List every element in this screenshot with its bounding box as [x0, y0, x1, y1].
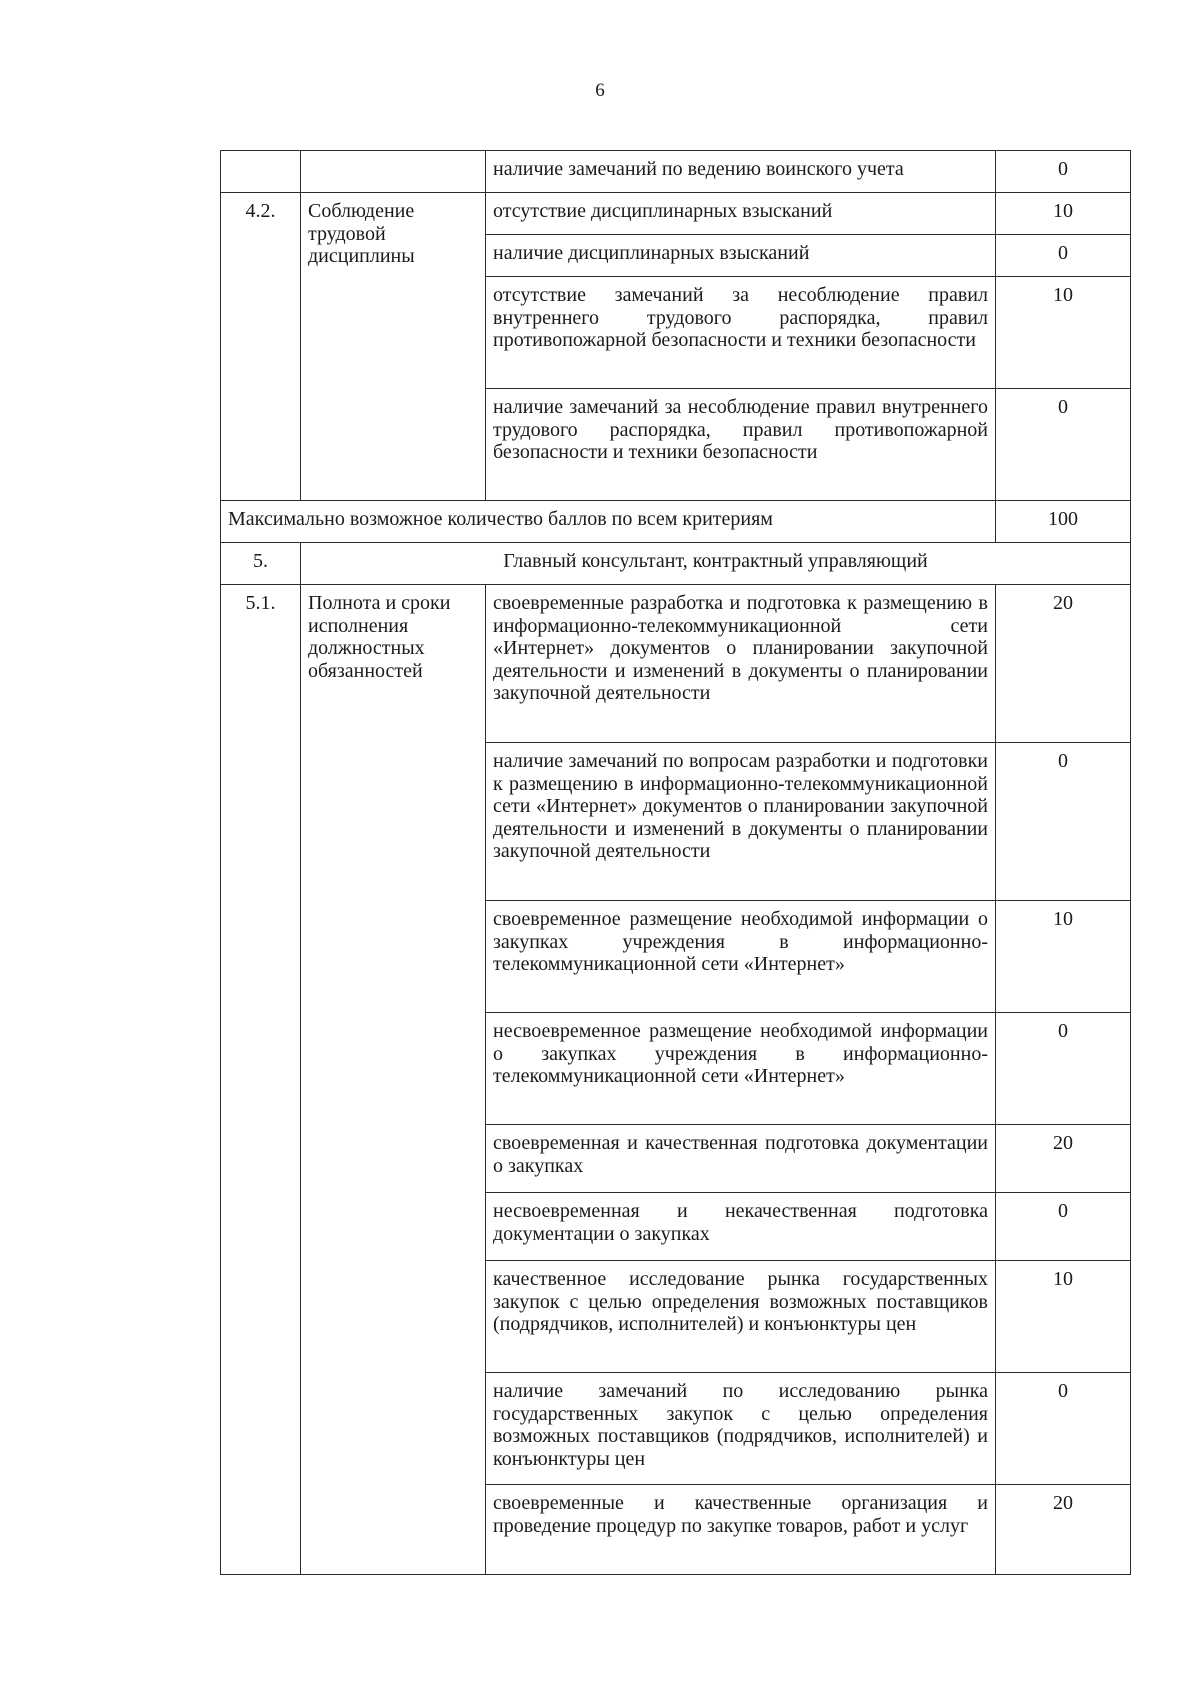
item-description: наличие замечаний за несоблюдение правил внутреннего трудового распорядка, правил противопожарной безопасности и техники безопасности — [486, 389, 996, 501]
item-score: 20 — [996, 1125, 1131, 1193]
max-total-score: 100 — [996, 501, 1131, 543]
criterion-name: Соблюдение трудовой дисциплины — [301, 193, 486, 501]
section-number: 5. — [221, 543, 301, 585]
row-number: 4.2. — [221, 193, 301, 501]
item-score: 0 — [996, 1373, 1131, 1485]
item-score: 0 — [996, 235, 1131, 277]
item-description: отсутствие дисциплинарных взысканий — [486, 193, 996, 235]
item-score: 20 — [996, 585, 1131, 743]
criteria-table — [220, 150, 1131, 1575]
item-score: 0 — [996, 151, 1131, 193]
table-row — [221, 585, 1131, 743]
item-score: 20 — [996, 1485, 1131, 1575]
row-number: 5.1. — [221, 585, 301, 1575]
item-score: 10 — [996, 901, 1131, 1013]
table-row — [221, 151, 1131, 193]
max-total-label: Максимально возможное количество баллов по всем критериям — [221, 501, 996, 543]
item-score: 0 — [996, 1193, 1131, 1261]
page-number: 6 — [595, 80, 605, 101]
item-description: своевременные разработка и подготовка к размещению в информационно-телекоммуникационной сети «Интернет» документов о планировании закупочной деятельности и изменений в документы о планировании закупочной деятельности — [486, 585, 996, 743]
criterion-name: Полнота и сроки исполнения должностных обязанностей — [301, 585, 486, 1575]
item-score: 10 — [996, 193, 1131, 235]
item-score: 0 — [996, 1013, 1131, 1125]
section-header-row — [221, 543, 1131, 585]
total-row — [221, 501, 1131, 543]
item-description: качественное исследование рынка государственных закупок с целью определения возможных поставщиков (подрядчиков, исполнителей) и конъюнктуры цен — [486, 1261, 996, 1373]
item-description: наличие замечаний по вопросам разработки и подготовки к размещению в информационно-телекоммуникационной сети «Интернет» документов о планировании закупочной деятельности и изменений в документы о планировании закупочной деятельности — [486, 743, 996, 901]
item-score: 0 — [996, 389, 1131, 501]
criterion-cell — [301, 151, 486, 193]
item-score: 0 — [996, 743, 1131, 901]
item-score: 10 — [996, 1261, 1131, 1373]
table-row — [221, 193, 1131, 235]
item-description: несвоевременное размещение необходимой информации о закупках учреждения в информационно-телекоммуникационной сети «Интернет» — [486, 1013, 996, 1125]
section-title: Главный консультант, контрактный управляющий — [301, 543, 1131, 585]
item-description: своевременные и качественные организация и проведение процедур по закупке товаров, работ и услуг — [486, 1485, 996, 1575]
item-description: несвоевременная и некачественная подготовка документации о закупках — [486, 1193, 996, 1261]
row-number-cell — [221, 151, 301, 193]
item-description: своевременная и качественная подготовка документации о закупках — [486, 1125, 996, 1193]
item-description: отсутствие замечаний за несоблюдение правил внутреннего трудового распорядка, правил противопожарной безопасности и техники безопасности — [486, 277, 996, 389]
item-description: наличие замечаний по ведению воинского учета — [486, 151, 996, 193]
item-description: наличие замечаний по исследованию рынка государственных закупок с целью определения возможных поставщиков (подрядчиков, исполнителей) и конъюнктуры цен — [486, 1373, 996, 1485]
item-score: 10 — [996, 277, 1131, 389]
item-description: наличие дисциплинарных взысканий — [486, 235, 996, 277]
item-description: своевременное размещение необходимой информации о закупках учреждения в информационно-телекоммуникационной сети «Интернет» — [486, 901, 996, 1013]
